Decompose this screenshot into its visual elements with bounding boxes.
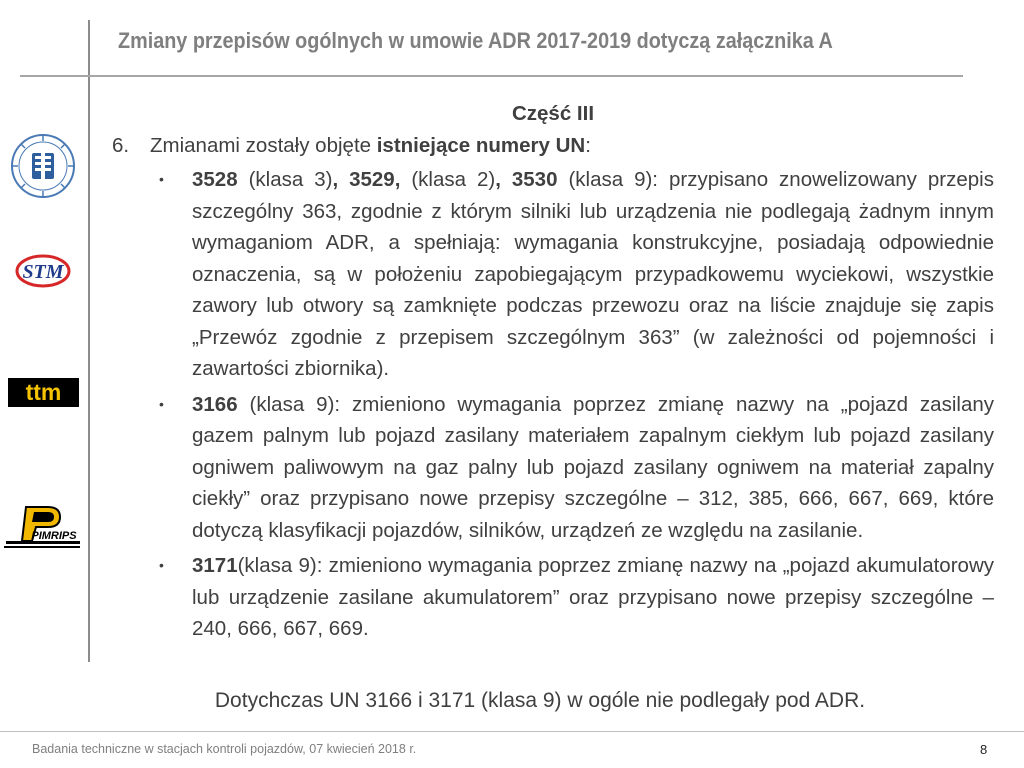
numbered-point (112, 130, 994, 162)
bullet-text-part: (klasa 2) (400, 168, 496, 191)
un-number: 3171 (192, 554, 238, 577)
point-text (150, 130, 591, 162)
bullet-item-3171 (112, 550, 994, 645)
point-text-bold: istniejące numery UN (376, 134, 586, 157)
slide-body (112, 98, 994, 649)
bullet-list (112, 164, 994, 645)
title-underline (20, 75, 963, 77)
bullet-text (192, 550, 994, 645)
un-number: , 3530 (495, 168, 558, 191)
bullet-marker: • (159, 557, 164, 573)
bullet-marker: • (159, 395, 164, 412)
bullet-text-part: (klasa 9): przypisano znowelizowany przepis szczególny 363, zgodnie z którym silniki lub urządzenia nie podlegają żadnym innym wymaganiom ADR, a spełniają: wymagania konstrukcyjne, posiadają odpowiednie oznaczenia, są w położeniu zapobiegającym przypadkowemu wyciekowi, wszystkie zawory lub otwory są zamknięte podczas przewozu oraz na liście znajduje się zapis „Przewóz zgodnie z przepisem szczególnym 363” (w zależności od pojemności i zawartości zbiornika). (192, 168, 994, 380)
pimrips-logo-text: PIMRIPS (31, 530, 77, 542)
footer-divider (0, 731, 1024, 732)
bullet-item-3528 (112, 164, 994, 385)
page-number: 8 (980, 742, 988, 757)
bullet-text-part: (klasa 9): zmieniono wymagania poprzez zmianę nazwy na „pojazd akumulatorowy lub urządzenie zasilane akumulatorem” oraz przypisano nowe przepisy szczególne – 240, 666, 667, 669. (192, 554, 994, 640)
bullet-item-3166 (112, 389, 994, 547)
bullet-text (192, 164, 994, 385)
summary-note: Dotychczas UN 3166 i 3171 (klasa 9) w ogóle nie podlegały pod ADR. (214, 689, 866, 712)
footer-text: Badania techniczne w stacjach kontroli pojazdów, 07 kwiecień 2018 r. (32, 742, 417, 756)
slide-title: Zmiany przepisów ogólnych w umowie ADR 2017-2019 dotyczą załącznika A (118, 28, 833, 53)
point-text-before: Zmianami zostały objęte (150, 134, 377, 157)
ttm-logo (8, 378, 79, 407)
point-number: 6. (112, 134, 130, 157)
stm-logo-text: STM (22, 261, 64, 283)
politechnika-seal-logo (10, 133, 76, 199)
un-number: , 3529, (332, 168, 401, 191)
bullet-text-part: (klasa 3) (237, 168, 333, 191)
point-text-after: : (585, 134, 591, 157)
un-number: 3166 (192, 392, 238, 416)
bullet-marker: • (159, 171, 164, 187)
un-number: 3528 (192, 168, 238, 191)
vertical-divider (88, 20, 90, 662)
pimrips-logo (4, 503, 82, 549)
stm-logo (14, 250, 72, 290)
bullet-text-part: (klasa 9): zmieniono wymagania poprzez zmianę nazwy na „pojazd zasilany gazem palnym lub pojazd zasilany materiałem zapalnym ciekłym lub pojazd zasilany ogniwem paliwowym na gaz palny lub pojazd zasilany ogniwem na materiał zapalny ciekły” oraz przypisano nowe przepisy szczególne – 312, 385, 666, 667, 669, które dotyczą klasyfikacji pojazdów, silników, urządzeń ze względu na zasilanie. (192, 392, 994, 542)
part-heading: Część III (511, 102, 595, 125)
ttm-logo-text: ttm (25, 379, 62, 405)
bullet-text (192, 389, 994, 547)
